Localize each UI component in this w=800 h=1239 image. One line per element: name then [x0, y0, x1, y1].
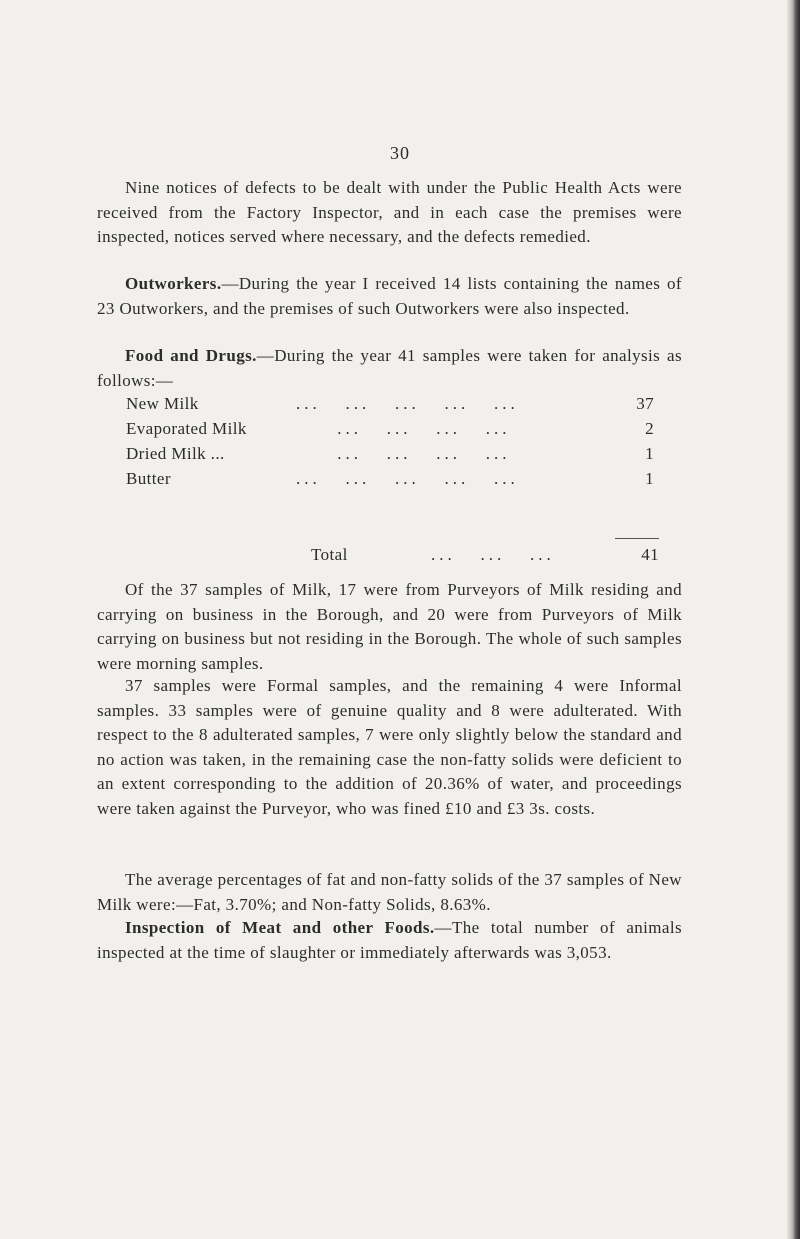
paragraph-meat-inspection	[97, 916, 682, 965]
page-number: 30	[390, 143, 410, 163]
row-value: 1	[645, 444, 654, 463]
paragraph-average-percentages: The average percentages of fat and non-fatty solids of the 37 samples of New Milk were:—Fat, 3.70%; and Non-fatty Solids, 8.63%.	[97, 870, 682, 914]
row-leader-dots: ... ... ... ...	[296, 419, 511, 438]
total-leader-dots: ... ... ...	[431, 545, 555, 564]
row-label: Dried Milk ...	[126, 444, 225, 463]
row-label: Butter	[126, 469, 171, 488]
paragraph-outworkers	[97, 272, 682, 321]
total-label: Total	[311, 545, 348, 564]
row-leader-dots: ... ... ... ... ...	[296, 394, 519, 413]
row-label: Evaporated Milk	[126, 419, 247, 438]
row-leader-dots: ... ... ... ... ...	[296, 469, 519, 488]
heading-meat-inspection: Inspection of Meat and other Foods.	[125, 918, 435, 937]
outworkers-body: —During the year I received 14 lists containing the names of 23 Outworkers, and the premises of such Outworkers were also inspected.	[97, 274, 682, 318]
total-value: 41	[641, 545, 659, 564]
table-row	[126, 419, 654, 444]
food-drugs-body: —During the year 41 samples were taken for analysis as follows:—	[97, 346, 682, 390]
table-row	[126, 444, 654, 469]
row-label: New Milk	[126, 394, 199, 413]
paragraph-milk-purveyors: Of the 37 samples of Milk, 17 were from Purveyors of Milk residing and carrying on business in the Borough, and 20 were from Purveyors of Milk carrying on business but not residing in the Borough. The whole of such samples were morning samples.	[97, 580, 682, 673]
table-row	[126, 469, 654, 494]
meat-inspection-body: —The total number of animals inspected at the time of slaughter or immediately afterwards was 3,053.	[97, 918, 682, 962]
row-value: 1	[645, 469, 654, 488]
total-rule	[615, 538, 659, 539]
row-value: 2	[645, 419, 654, 438]
table-row	[126, 394, 654, 419]
page-binding-edge	[786, 0, 800, 1239]
paragraph-factory-notices: Nine notices of defects to be dealt with under the Public Health Acts were received from the Factory Inspector, and in each case the premises were inspected, notices served where necessary, and the defects remedied.	[97, 178, 682, 246]
paragraph-food-drugs	[97, 344, 682, 393]
row-value: 37	[636, 394, 654, 413]
heading-outworkers: Outworkers.	[125, 274, 222, 293]
heading-food-drugs: Food and Drugs.	[125, 346, 257, 365]
paragraph-formal-samples: 37 samples were Formal samples, and the remaining 4 were Informal samples. 33 samples were of genuine quality and 8 were adulterated. With respect to the 8 adulterated samples, 7 were only slightly below the standard and no action was taken, in the remaining case the non-fatty solids were deficient to an extent corresponding to the addition of 20.36% of water, and proceedings were taken against the Purveyor, who was fined £10 and £3 3s. costs.	[97, 676, 682, 818]
row-leader-dots: ... ... ... ...	[296, 444, 511, 463]
